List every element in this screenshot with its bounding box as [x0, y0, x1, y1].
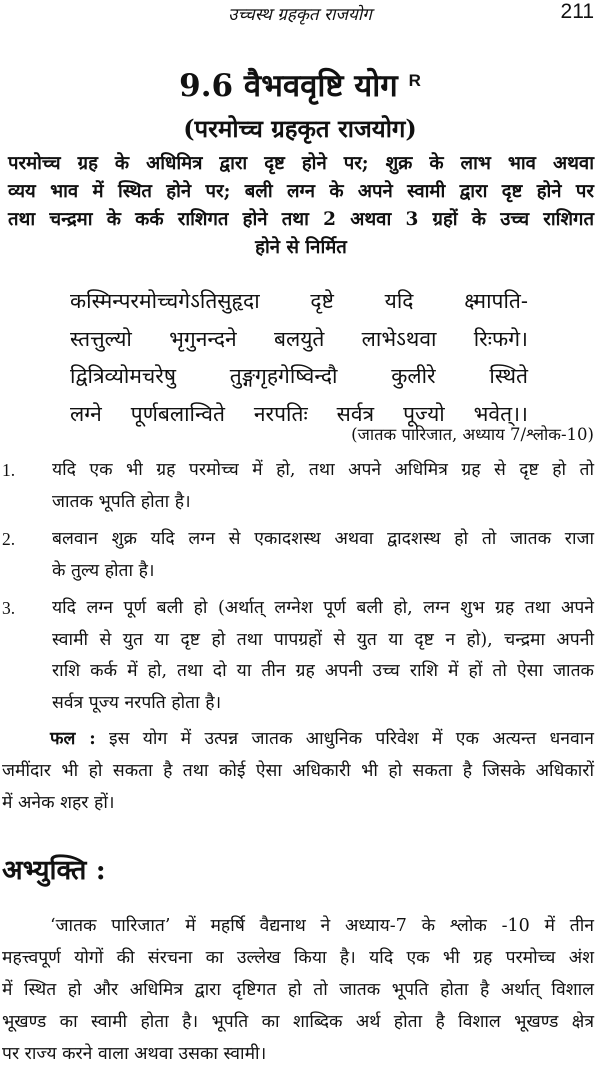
- sanskrit-verse: [70, 283, 528, 433]
- intro-line: परमोच्च ग्रह के अधिमित्र द्वारा दृष्ट होने पर; शुक्र के लाभ भाव अथवा: [8, 153, 594, 174]
- list-line: यदि लग्न पूर्ण बली हो (अर्थात् लग्नेश पूर्ण बली हो, लग्न शुभ ग्रह तथा अपने: [52, 598, 594, 618]
- page-number: 211: [560, 0, 594, 23]
- verse-line: स्तत्तुल्यो भृगुनन्दने बलयुते लाभेऽथवा रिःफगे।: [70, 326, 528, 351]
- verse-citation: (जातक पारिजात, अध्याय 7/श्लोक-10): [351, 425, 594, 444]
- remark-line: ‘जातक पारिजात’ में महर्षि वैद्यनाथ ने अध्याय-7 के श्लोक -10 में तीन: [50, 916, 594, 936]
- list-line: के तुल्य होता है।: [52, 560, 155, 581]
- remark-paragraph: [2, 910, 594, 1070]
- result-line: में अनेक शहर हों।: [2, 793, 115, 813]
- section-title: [0, 64, 600, 106]
- verse-line: द्वित्रिव्योमचरेषु तुङ्गगृहगेष्विन्दौ कुलीरे स्थिते: [70, 364, 528, 388]
- list-line: जातक भूपति होता है।: [52, 491, 191, 512]
- result-paragraph: [2, 723, 594, 819]
- result-label: फल :: [50, 729, 96, 749]
- remark-line: भूखण्ड का स्वामी होता है। भूपति का शाब्दिक अर्थ होता है विशाल भूखण्ड क्षेत्र: [2, 1012, 594, 1032]
- result-text: इस योग में उत्पन्न जातक आधुनिक परिवेश में एक अत्यन्त धनवान: [109, 729, 594, 749]
- list-number: 3.: [2, 598, 16, 618]
- numbered-list: [0, 455, 594, 725]
- running-header: उच्चस्थ ग्रहकृत राजयोग: [228, 5, 372, 25]
- intro-line: होने से निर्मित: [255, 237, 347, 258]
- section-title-text: 9.6 वैभववृष्टि योग: [179, 68, 398, 104]
- result-line: [2, 723, 594, 755]
- list-line: स्वामी से युत या दृष्ट हो तथा पापग्रहों से युत या दृष्ट न हो), चन्द्रमा अपनी: [52, 629, 594, 650]
- verse-line: कस्मिन्परमोच्चगेऽतिसुहृदा दृष्टे यदि क्ष्मापति-: [70, 289, 528, 313]
- list-item: [0, 455, 594, 518]
- list-item: [0, 593, 594, 719]
- list-line: राशि कर्क में हो, तथा दो या तीन ग्रह अपनी उच्च राशि में हों तो ऐसा जातक: [52, 661, 594, 681]
- verse-line: लग्ने पूर्णबलान्विते नरपतिः सर्वत्र पूज्यो भवेत्।।: [70, 401, 528, 426]
- list-line: यदि एक भी ग्रह परमोच्च में हो, तथा अपने अधिमित्र ग्रह से दृष्ट हो तो: [52, 460, 594, 480]
- remark-heading: अभ्युक्ति :: [2, 855, 106, 886]
- list-line: बलवान शुक्र यदि लग्न से एकादशस्थ अथवा द्वादशस्थ हो तो जातक राजा: [52, 529, 594, 549]
- list-item: [0, 524, 594, 587]
- remark-line: पर राज्य करने वाला अथवा उसका स्वामी।: [2, 1044, 267, 1064]
- result-line: जमींदार भी हो सकता है तथा कोई ऐसा अधिकारी भी हो सकता है जिसके अधिकारों: [2, 761, 594, 781]
- list-line: सर्वत्र पूज्य नरपति होता है।: [52, 692, 222, 713]
- remark-line: महत्त्वपूर्ण योगों की संरचना का उल्लेख किया है। यदि एक भी ग्रह परमोच्च अंश: [2, 948, 594, 968]
- remark-line: में स्थित हो और अधिमित्र द्वारा दृष्टिगत हो तो जातक भूपति होता है अर्थात् विशाल: [2, 980, 594, 1000]
- section-subtitle: (परमोच्च ग्रहकृत राजयोग): [183, 114, 417, 143]
- list-number: 1.: [2, 460, 16, 480]
- list-number: 2.: [2, 529, 16, 549]
- title-mark: R: [408, 71, 421, 90]
- intro-line: व्यय भाव में स्थित होने पर; बली लग्न के अपने स्वामी द्वारा दृष्ट होने पर: [8, 181, 594, 202]
- intro-line: तथा चन्द्रमा के कर्क राशिगत होने तथा 2 अथवा 3 ग्रहों के उच्च राशिगत: [8, 209, 594, 230]
- intro-paragraph: [8, 150, 594, 262]
